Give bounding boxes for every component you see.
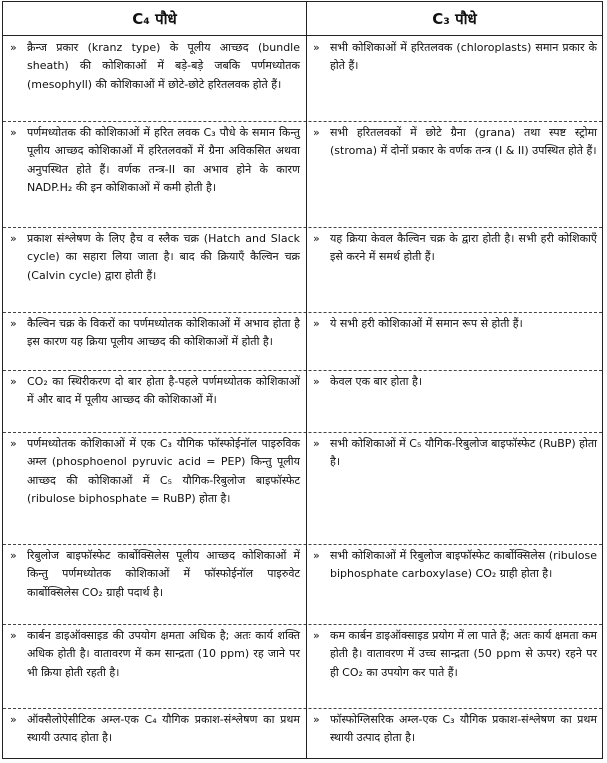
header-c4-plants: C₄ पौधे: [132, 9, 177, 28]
c3-cell: » सभी कोशिकाओं में हरितलवक (chloroplasts) समान प्रकार के होते हैं।: [313, 41, 597, 73]
c4-cell: » कैल्विन चक्र के विकरों का पर्णमध्योतक कोशिकाओं में अभाव होता है इस कारण यह क्रिया पूलीय आच्छद की कोशिकाओं में होती है।: [10, 317, 300, 349]
table-row: [3, 36, 602, 122]
c3-cell: » यह क्रिया केवल कैल्विन चक्र के द्वारा होती है। सभी हरी कोशिकाएँ इसे करने में समर्थ होती हैं।: [313, 232, 597, 264]
bullet-icon: »: [313, 375, 320, 388]
c4-cell: » क्रैन्ज प्रकार (kranz type) के पूलीय आच्छद (bundle sheath) की कोशिकाओं में बड़े-बड़े जबकि पर्णमध्योतक (mesophyll) की कोशिकाओं में छोटे-छोटे हरितलवक होते हैं।: [10, 41, 300, 91]
table-header: [3, 2, 602, 36]
bullet-icon: »: [10, 126, 17, 139]
c3-cell: » सभी कोशिकाओं में रिबुलोज बाइफॉस्फेट कार्बोक्सिलेस (ribulose biphosphate carboxylase) CO₂ ग्राही होता है।: [313, 549, 597, 581]
table-row: [3, 121, 602, 228]
bullet-icon: »: [313, 126, 320, 139]
bullet-icon: »: [313, 317, 320, 330]
c3-cell: » केवल एक बार होता है।: [313, 375, 422, 388]
c3-cell: » सभी कोशिकाओं में C₅ यौगिक-रिबुलोज बाइफॉस्फेट (RuBP) होता है।: [313, 437, 597, 469]
c4-cell: » ऑक्सैलोऐसीटिक अम्ल-एक C₄ यौगिक प्रकाश-संश्लेषण का प्रथम स्थायी उत्पाद होता है।: [10, 713, 300, 745]
bullet-icon: »: [313, 713, 320, 726]
bullet-icon: »: [10, 41, 17, 54]
bullet-icon: »: [10, 375, 17, 388]
table-row: [3, 544, 602, 625]
bullet-icon: »: [313, 437, 320, 450]
table-row: [3, 227, 602, 313]
c3-cell: » सभी हरितलवकों में छोटे ग्रैना (grana) तथा स्पष्ट स्ट्रोमा (stroma) में दोनों प्रकार के वर्णक तन्त्र (I & II) उपस्थित होते हैं।: [313, 126, 597, 158]
table-row: [3, 432, 602, 545]
bullet-icon: »: [10, 549, 17, 562]
c3-cell: » फॉस्फोग्लिसरिक अम्ल-एक C₃ यौगिक प्रकाश-संश्लेषण का प्रथम स्थायी उत्पाद होता है।: [313, 713, 597, 745]
table-row: [3, 370, 602, 433]
bullet-icon: »: [10, 713, 17, 726]
bullet-icon: »: [313, 629, 320, 642]
column-divider: [306, 2, 307, 758]
table-row: [3, 624, 602, 709]
c4-cell: » प्रकाश संश्लेषण के लिए हैच व स्लैक चक्र (Hatch and Slack cycle) का सहारा लिया जाता है। बाद की क्रियाएँ कैल्विन चक्र (Calvin cycle) द्वारा होती हैं।: [10, 232, 300, 282]
table-row: [3, 312, 602, 371]
table-row: [3, 708, 602, 758]
bullet-icon: »: [10, 317, 17, 330]
c4-cell: » कार्बन डाइऑक्साइड की उपयोग क्षमता अधिक है; अतः कार्य शक्ति अधिक होती है। वातावरण में कम सान्द्रता (10 ppm) रह जाने पर भी क्रिया होती रहती है।: [10, 629, 300, 679]
c3-cell: » ये सभी हरी कोशिकाओं में समान रूप से होती हैं।: [313, 317, 523, 330]
bullet-icon: »: [10, 629, 17, 642]
bullet-icon: »: [10, 437, 17, 450]
c3-cell: » कम कार्बन डाइऑक्साइड प्रयोग में ला पाते हैं; अतः कार्य क्षमता कम होती है। वातावरण में उच्च सान्द्रता (50 ppm से ऊपर) रहने पर ही CO₂ का उपयोग कर पाते हैं।: [313, 629, 597, 679]
bullet-icon: »: [10, 232, 17, 245]
c4-cell: » पर्णमध्योतक की कोशिकाओं में हरित लवक C₃ पौधे के समान किन्तु पूलीय आच्छद कोशिकाओं में हरितलवकों में ग्रैना अविकसित अथवा अनुपस्थित होते हैं। वर्णक तन्त्र-II का अभाव होने के कारण NADP.H₂ की इन कोशिकाओं में कमी होती है।: [10, 126, 300, 195]
bullet-icon: »: [313, 549, 320, 562]
c4-cell: » CO₂ का स्थिरीकरण दो बार होता है-पहले पर्णमध्योतक कोशिकाओं में और बाद में पूलीय आच्छद की कोशिकाओं में।: [10, 375, 300, 407]
c4-cell: » रिबुलोज बाइफॉस्फेट कार्बोक्सिलेस पूलीय आच्छद कोशिकाओं में किन्तु पर्णमध्योतक कोशिकाओं में फॉस्फोईनॉल पाइरुवेट कार्बोक्सिलेस CO₂ ग्राही पदार्थ है।: [10, 549, 300, 599]
header-c3-plants: C₃ पौधे: [432, 9, 477, 28]
comparison-table: [2, 1, 603, 759]
c4-cell: » पर्णमध्योतक कोशिकाओं में एक C₃ यौगिक फॉस्फोईनॉल पाइरुविक अम्ल (phosphoenol pyruvic acid = PEP) किन्तु पूलीय आच्छद की कोशिकाओं में C₅ यौगिक-रिबुलोज बाइफॉस्फेट (ribulose biphosphate = RuBP) होता है।: [10, 437, 300, 506]
bullet-icon: »: [313, 41, 320, 54]
bullet-icon: »: [313, 232, 320, 245]
